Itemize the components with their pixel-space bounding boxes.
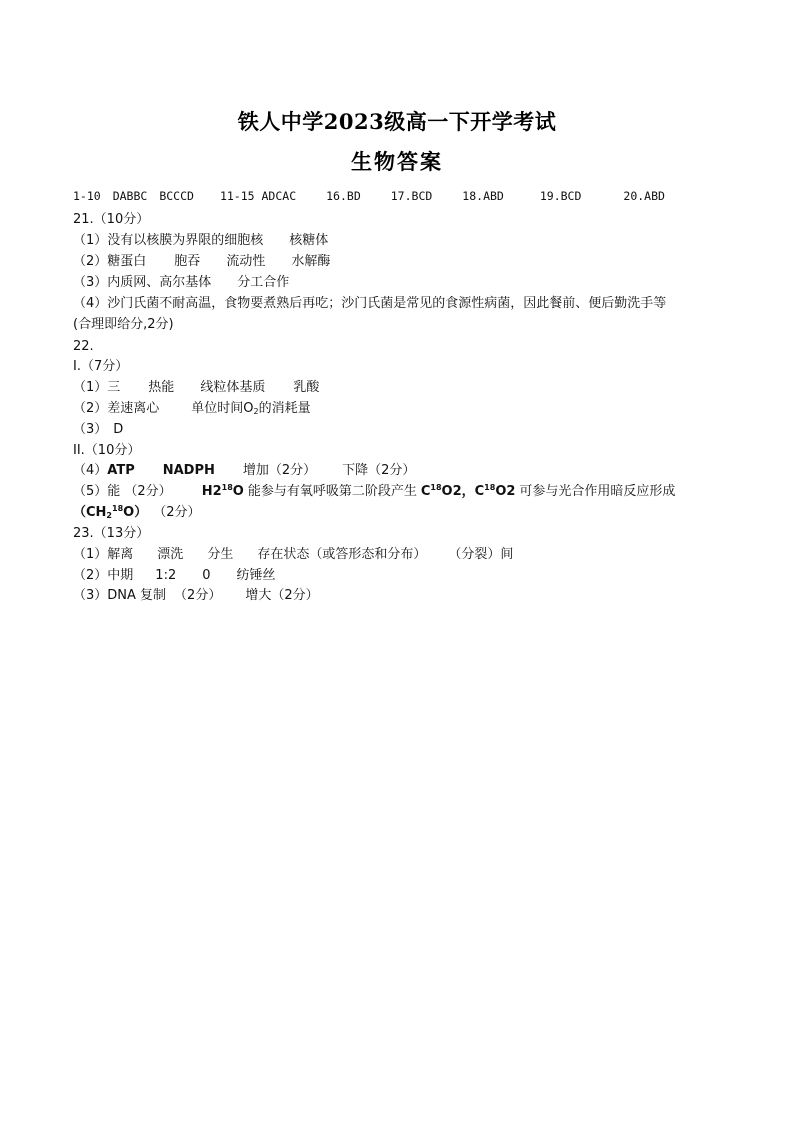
q22-part1-line3 <box>73 421 123 439</box>
q22-part1-line1 <box>73 379 319 397</box>
q23-heading: 23.（13分） <box>73 526 150 541</box>
mc-20: 20.ABD <box>623 189 665 203</box>
q23-part3 <box>73 587 319 605</box>
q23-part2 <box>73 567 276 585</box>
formula-text: O2 <box>495 484 516 499</box>
part-number: （1） <box>73 547 108 562</box>
subscript: 2 <box>106 511 112 520</box>
answer-text: 纺锤丝 <box>236 568 276 583</box>
q22-part1-heading: I.（7分） <box>73 359 129 374</box>
formula-text: O <box>232 484 244 499</box>
q21-part4-note: (合理即给分,2分) <box>73 317 174 332</box>
answer-text: 分生 <box>207 547 234 562</box>
formula-text: O2，C <box>441 484 485 499</box>
answer-text: 乳酸 <box>293 380 320 395</box>
mc-19: 19.BCD <box>539 189 582 203</box>
superscript: 18 <box>112 504 124 513</box>
answer-text: 糖蛋白 <box>107 254 147 269</box>
answer-text: DNA 复制 <box>107 588 167 603</box>
subscript: 2 <box>253 407 259 416</box>
answer-text: 0 <box>202 568 211 583</box>
answer-text: 胞吞 <box>174 254 201 269</box>
q21-part3 <box>73 274 289 292</box>
mc-answers-line <box>73 187 665 205</box>
part-number: （3） <box>73 275 108 290</box>
mc-11-15: 11-15 ADCAC <box>219 189 297 203</box>
part-number: （2） <box>73 568 108 583</box>
mc-1-10-group1: DABBC <box>112 189 148 203</box>
answer-text: 沙门氏菌不耐高温，食物要煮熟后再吃；沙门氏菌是常见的食源性病菌，因此餐前、便后勤洗手等 <box>107 296 667 311</box>
answer-text: 的消耗量 <box>258 401 311 416</box>
q21-heading: 21.（10分） <box>73 212 150 227</box>
answer-text: 差速离心 <box>107 401 160 416</box>
answer-text: 能 （2分） <box>107 484 172 499</box>
part-number: （4） <box>73 296 108 311</box>
page-title: 铁人中学2023级高一下开学考试 <box>237 109 557 134</box>
formula-text: O） <box>123 505 148 520</box>
q22-part2-line2 <box>73 483 675 501</box>
q22-part2-heading: II.（10分） <box>73 443 141 458</box>
answer-text: 能参与有氧呼吸第二阶段产生 <box>247 484 417 499</box>
answer-text: 增加（2分） <box>242 463 317 478</box>
answer-text: 下降（2分） <box>342 463 416 478</box>
answer-text: NADPH <box>162 463 215 478</box>
answer-text: （分裂）间 <box>448 547 514 562</box>
mc-1-10-label: 1-10 <box>73 189 101 203</box>
answer-text: 单位时间O <box>191 401 254 416</box>
q22-heading: 22. <box>73 339 94 354</box>
answer-text: 线粒体基质 <box>200 380 266 395</box>
part-number: （4） <box>73 463 108 478</box>
answer-text: 增大（2分） <box>245 588 319 603</box>
superscript: 18 <box>484 483 496 492</box>
part-number: （2） <box>73 254 108 269</box>
formula-text: C <box>420 484 431 499</box>
formula-text: （CH <box>73 505 107 520</box>
answer-text: 存在状态（或答形态和分布） <box>257 547 427 562</box>
formula-text: H2 <box>201 484 222 499</box>
answer-text: 三 <box>107 380 121 395</box>
answer-text: D <box>113 422 124 437</box>
part-number: （3） <box>73 588 108 603</box>
answer-text: 核糖体 <box>289 233 329 248</box>
q22-part2-line3 <box>73 504 200 522</box>
mc-16: 16.BD <box>326 189 361 203</box>
q21-part4 <box>73 295 666 313</box>
answer-text: （2分） <box>153 505 201 520</box>
part-number: （1） <box>73 233 108 248</box>
answer-text: 中期 <box>107 568 134 583</box>
answer-text: （2分） <box>174 588 222 603</box>
q21-part2 <box>73 253 330 271</box>
mc-1-10-group2: BCCCD <box>159 189 194 203</box>
q23-part1 <box>73 546 513 564</box>
answer-text: 漂洗 <box>157 547 184 562</box>
answer-text: 内质网、高尔基体 <box>107 275 212 290</box>
mc-17: 17.BCD <box>390 189 433 203</box>
page-subtitle: 生物答案 <box>351 149 443 174</box>
answer-text: 1:2 <box>155 568 177 583</box>
mc-18: 18.ABD <box>462 189 504 203</box>
answer-text: 没有以核膜为界限的细胞核 <box>107 233 264 248</box>
answer-text: 解离 <box>107 547 134 562</box>
q22-part2-line1 <box>73 462 415 480</box>
answer-text: 可参与光合作用暗反应形成 <box>519 484 676 499</box>
part-number: （2） <box>73 401 108 416</box>
q21-part1 <box>73 232 328 250</box>
answer-text: 流动性 <box>226 254 266 269</box>
part-number: （5） <box>73 484 108 499</box>
part-number: （1） <box>73 380 108 395</box>
q22-part1-line2 <box>73 400 311 418</box>
answer-text: 分工合作 <box>237 275 290 290</box>
superscript: 18 <box>430 483 442 492</box>
answer-text: 水解酶 <box>291 254 331 269</box>
answer-text: ATP <box>107 463 135 478</box>
answer-text: 热能 <box>148 380 175 395</box>
part-number: （3） <box>73 422 108 437</box>
superscript: 18 <box>221 483 233 492</box>
